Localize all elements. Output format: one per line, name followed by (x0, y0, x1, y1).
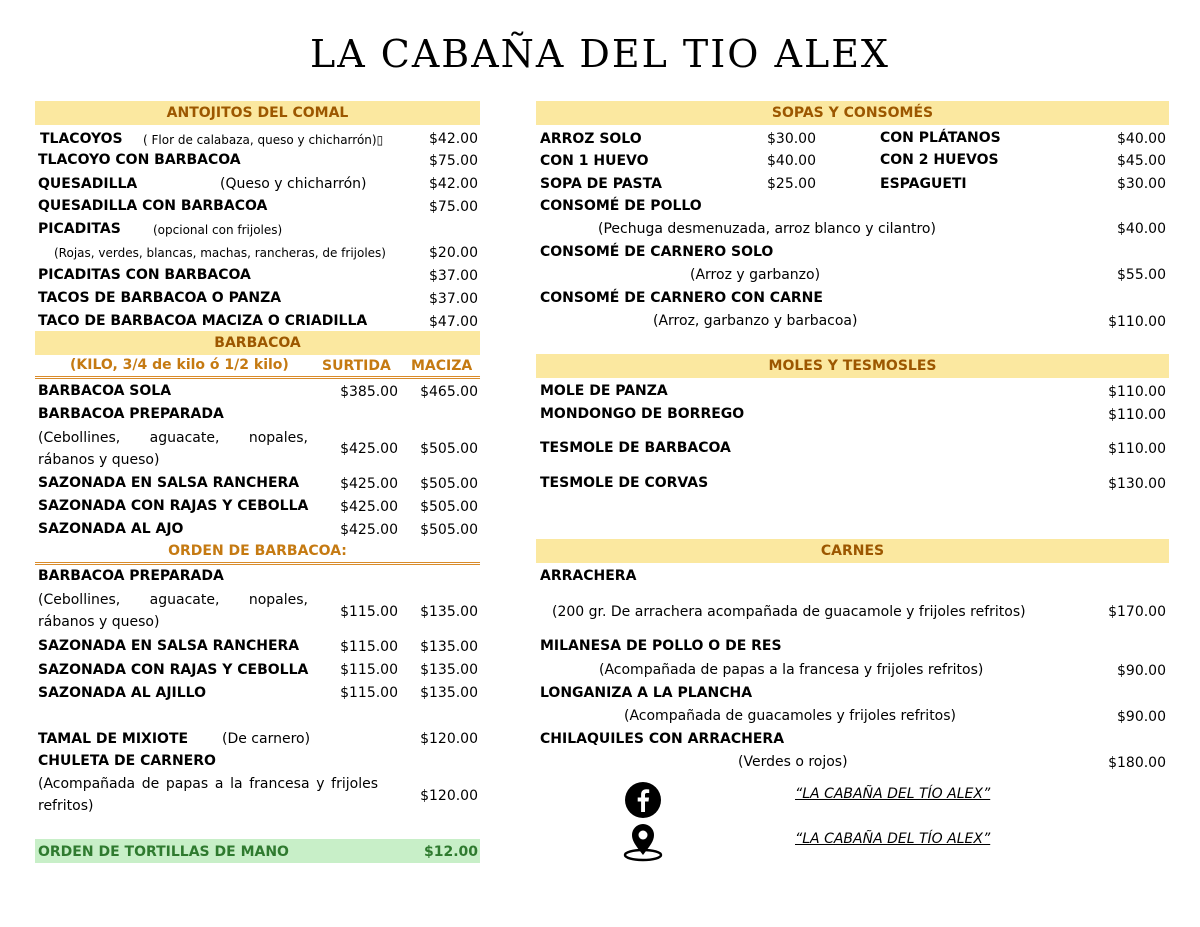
item-mondongo: MONDONGO DE BORREGO (540, 406, 745, 422)
price-mole-panza: $110.00 (1108, 384, 1166, 400)
price-orden-preparada-surtida: $115.00 (340, 604, 398, 620)
item-taco-maciza: TACO DE BARBACOA MACIZA O CRIADILLA (38, 313, 368, 329)
item-chilaquiles: CHILAQUILES CON ARRACHERA (540, 731, 785, 747)
section-header-orden: ORDEN DE BARBACOA: (168, 543, 347, 559)
price-tortillas: $12.00 (423, 844, 478, 860)
item-mole-panza: MOLE DE PANZA (540, 383, 668, 399)
price-tlacoyo-barbacoa: $75.00 (429, 153, 478, 169)
item-orden-rajas: SAZONADA CON RAJAS Y CEBOLLA (38, 662, 309, 678)
item-con-1-huevo: CON 1 HUEVO (540, 153, 649, 169)
price-sazonada-ranchera-maciza: $505.00 (420, 476, 478, 492)
price-orden-rajas-maciza: $135.00 (420, 662, 478, 678)
item-picaditas-note2: (Rojas, verdes, blancas, machas, rancheras, de frijoles) (54, 246, 386, 260)
price-quesadilla: $42.00 (429, 176, 478, 192)
item-tesmole-barbacoa: TESMOLE DE BARBACOA (540, 440, 731, 456)
item-tlacoyo-barbacoa: TLACOYO CON BARBACOA (38, 152, 241, 168)
item-orden-preparada-note: (Cebollines, aguacate, nopales, rábanos y queso) (38, 592, 308, 630)
item-longaniza: LONGANIZA A LA PLANCHA (540, 685, 753, 701)
item-consome-carnero-carne-note: (Arroz, garbanzo y barbacoa) (653, 313, 858, 329)
facebook-link[interactable]: “LA CABAÑA DEL TÍO ALEX” (795, 786, 991, 802)
price-con-1-huevo: $40.00 (767, 153, 816, 169)
price-barbacoa-preparada-maciza: $505.00 (420, 441, 478, 457)
item-tlacoyos: TLACOYOS (40, 131, 123, 147)
item-tamal-mixiote: TAMAL DE MIXIOTE (38, 731, 189, 747)
price-picaditas-barbacoa: $37.00 (429, 268, 478, 284)
price-arrachera: $170.00 (1108, 604, 1166, 620)
item-orden-preparada: BARBACOA PREPARADA (38, 568, 224, 584)
item-barbacoa-sola: BARBACOA SOLA (38, 383, 172, 399)
price-tesmole-corvas: $130.00 (1108, 476, 1166, 492)
facebook-icon[interactable] (624, 781, 662, 819)
item-sazonada-ranchera: SAZONADA EN SALSA RANCHERA (38, 475, 300, 491)
price-sazonada-ajo-maciza: $505.00 (420, 522, 478, 538)
item-consome-pollo: CONSOMÉ DE POLLO (540, 198, 702, 214)
price-milanesa: $90.00 (1117, 663, 1166, 679)
price-consome-pollo: $40.00 (1117, 221, 1166, 237)
item-picaditas: PICADITAS (38, 221, 121, 237)
price-arroz-solo: $30.00 (767, 131, 816, 147)
price-tesmole-barbacoa: $110.00 (1108, 441, 1166, 457)
price-barbacoa-sola-surtida: $385.00 (340, 384, 398, 400)
price-chuleta: $120.00 (420, 788, 478, 804)
price-orden-rajas-surtida: $115.00 (340, 662, 398, 678)
section-header-barbacoa: BARBACOA (35, 331, 480, 355)
item-quesadilla-note: (Queso y chicharrón) (220, 176, 367, 192)
price-quesadilla-barbacoa: $75.00 (429, 199, 478, 215)
price-taco-maciza: $47.00 (429, 314, 478, 330)
item-sazonada-ajo: SAZONADA AL AJO (38, 521, 184, 537)
price-mondongo: $110.00 (1108, 407, 1166, 423)
item-tlacoyos-note: ( Flor de calabaza, queso y chicharrón)▯ (143, 133, 384, 147)
item-espagueti: ESPAGUETI (880, 176, 967, 192)
item-orden-ajillo: SAZONADA AL AJILLO (38, 685, 206, 701)
item-con-2-huevos: CON 2 HUEVOS (880, 152, 999, 168)
price-tlacoyos: $42.00 (429, 131, 478, 147)
price-orden-ajillo-surtida: $115.00 (340, 685, 398, 701)
item-tamal-note: (De carnero) (222, 731, 311, 747)
price-consome-carnero-carne: $110.00 (1108, 314, 1166, 330)
price-sopa-pasta: $25.00 (767, 176, 816, 192)
item-barbacoa-preparada: BARBACOA PREPARADA (38, 406, 224, 422)
item-arrachera: ARRACHERA (540, 568, 637, 584)
item-milanesa: MILANESA DE POLLO O DE RES (540, 638, 782, 654)
item-tesmole-corvas: TESMOLE DE CORVAS (540, 475, 709, 491)
item-chuleta: CHULETA DE CARNERO (38, 753, 216, 769)
location-pin-icon[interactable] (622, 822, 664, 862)
item-consome-carnero-solo-note: (Arroz y garbanzo) (690, 267, 821, 283)
item-con-platanos: CON PLÁTANOS (880, 130, 1001, 146)
price-consome-carnero-solo: $55.00 (1117, 267, 1166, 283)
item-consome-carnero-carne: CONSOMÉ DE CARNERO CON CARNE (540, 290, 823, 306)
item-picaditas-barbacoa: PICADITAS CON BARBACOA (38, 267, 251, 283)
item-picaditas-note: (opcional con frijoles) (153, 223, 283, 237)
price-tamal: $120.00 (420, 731, 478, 747)
item-chuleta-note: (Acompañada de papas a la francesa y frijoles refritos) (38, 776, 378, 814)
price-picaditas: $20.00 (429, 245, 478, 261)
double-rule (35, 562, 480, 565)
price-orden-preparada-maciza: $135.00 (420, 604, 478, 620)
item-quesadilla: QUESADILLA (38, 176, 138, 192)
item-sazonada-rajas: SAZONADA CON RAJAS Y CEBOLLA (38, 498, 309, 514)
location-link[interactable]: “LA CABAÑA DEL TÍO ALEX” (795, 831, 991, 847)
item-tacos-barbacoa: TACOS DE BARBACOA O PANZA (38, 290, 282, 306)
price-sazonada-rajas-maciza: $505.00 (420, 499, 478, 515)
item-longaniza-note: (Acompañada de guacamoles y frijoles refritos) (624, 708, 957, 724)
section-header-moles: MOLES Y TESMOSLES (536, 354, 1169, 378)
double-rule (35, 376, 480, 379)
price-espagueti: $30.00 (1117, 176, 1166, 192)
section-header-carnes: CARNES (536, 539, 1169, 563)
item-milanesa-note: (Acompañada de papas a la francesa y frijoles refritos) (599, 662, 984, 678)
item-consome-carnero-solo: CONSOMÉ DE CARNERO SOLO (540, 244, 774, 260)
price-barbacoa-sola-maciza: $465.00 (420, 384, 478, 400)
price-con-platanos: $40.00 (1117, 131, 1166, 147)
section-header-antojitos: ANTOJITOS DEL COMAL (35, 101, 480, 125)
item-quesadilla-barbacoa: QUESADILLA CON BARBACOA (38, 198, 268, 214)
price-sazonada-ranchera-surtida: $425.00 (340, 476, 398, 492)
item-barbacoa-preparada-note: (Cebollines, aguacate, nopales, rábanos y queso) (38, 430, 308, 468)
section-header-sopas: SOPAS Y CONSOMÉS (536, 101, 1169, 125)
price-barbacoa-preparada-surtida: $425.00 (340, 441, 398, 457)
col-maciza: MACIZA (411, 358, 473, 374)
item-arrachera-note: (200 gr. De arrachera acompañada de guacamole y frijoles refritos) (552, 604, 1026, 620)
item-consome-pollo-note: (Pechuga desmenuzada, arroz blanco y cilantro) (598, 221, 936, 237)
price-tacos-barbacoa: $37.00 (429, 291, 478, 307)
item-arroz-solo: ARROZ SOLO (540, 131, 642, 147)
price-longaniza: $90.00 (1117, 709, 1166, 725)
menu-title: LA CABAÑA DEL TIO ALEX (310, 32, 890, 76)
item-chilaquiles-note: (Verdes o rojos) (738, 754, 848, 770)
item-tortillas: ORDEN DE TORTILLAS DE MANO (38, 844, 289, 860)
item-orden-ranchera: SAZONADA EN SALSA RANCHERA (38, 638, 300, 654)
barbacoa-kilo-label: (KILO, 3/4 de kilo ó 1/2 kilo) (70, 357, 289, 373)
col-surtida: SURTIDA (322, 358, 391, 374)
price-con-2-huevos: $45.00 (1117, 153, 1166, 169)
price-sazonada-ajo-surtida: $425.00 (340, 522, 398, 538)
price-orden-ranchera-surtida: $115.00 (340, 639, 398, 655)
price-orden-ajillo-maciza: $135.00 (420, 685, 478, 701)
price-chilaquiles: $180.00 (1108, 755, 1166, 771)
price-orden-ranchera-maciza: $135.00 (420, 639, 478, 655)
price-sazonada-rajas-surtida: $425.00 (340, 499, 398, 515)
item-sopa-pasta: SOPA DE PASTA (540, 176, 662, 192)
